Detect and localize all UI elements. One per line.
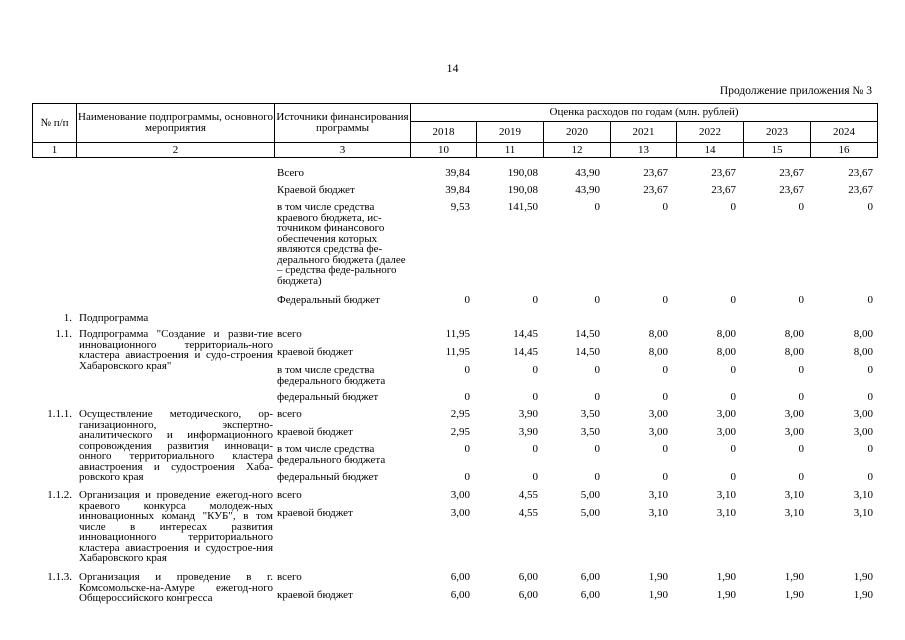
row-value: 0 — [464, 391, 470, 403]
row-source: в том числе средства федерального бюджета — [277, 364, 386, 387]
row-value: 0 — [464, 294, 470, 306]
header-estimate: Оценка расходов по годам (млн. рублей) — [411, 104, 878, 122]
row-source: всего — [277, 408, 302, 420]
row-value: 5,00 — [580, 507, 600, 519]
row-value: 8,00 — [784, 346, 804, 358]
row-value: 1,90 — [784, 571, 804, 583]
row-value: 11,95 — [445, 346, 470, 358]
row-value: 0 — [464, 471, 470, 483]
row-value: 3,10 — [784, 489, 804, 501]
row-value: 43,90 — [575, 184, 600, 196]
col-number: 14 — [677, 143, 744, 158]
row-value: 0 — [532, 391, 538, 403]
row-value: 23,67 — [779, 184, 804, 196]
header-year: 2024 — [811, 122, 878, 143]
col-number: 2 — [77, 143, 275, 158]
row-source: всего — [277, 489, 302, 501]
header-sources: Источники финансирования программы — [275, 104, 411, 143]
row-value: 0 — [662, 201, 668, 213]
row-value: 0 — [867, 364, 873, 376]
row-value: 3,10 — [853, 507, 873, 519]
row-value: 8,00 — [716, 346, 736, 358]
row-value: 0 — [532, 471, 538, 483]
page-number: 14 — [446, 61, 459, 75]
header-no: № п/п — [33, 104, 77, 143]
row-value: 141,50 — [507, 201, 538, 213]
row-value: 0 — [662, 443, 668, 455]
row-value: 6,00 — [580, 589, 600, 601]
row-value: 3,00 — [648, 426, 668, 438]
row-value: 1,90 — [716, 589, 736, 601]
col-number: 16 — [811, 143, 878, 158]
row-name: Организация и проведение в г. Комсомольске-на-Амуре ежегод-ного Общероссийского конгресса — [79, 571, 273, 604]
continuation-label: Продолжение приложения № 3 — [719, 85, 872, 97]
row-value: 1,90 — [648, 571, 668, 583]
row-value: 3,90 — [518, 408, 538, 420]
row-source: федеральный бюджет — [277, 471, 379, 483]
col-number: 3 — [275, 143, 411, 158]
row-value: 23,67 — [711, 167, 736, 179]
row-value: 0 — [662, 294, 668, 306]
row-value: 14,50 — [575, 346, 600, 358]
row-value: 39,84 — [445, 167, 470, 179]
header-year: 2023 — [744, 122, 811, 143]
row-source: Федеральный бюджет — [277, 294, 380, 306]
row-value: 0 — [798, 443, 804, 455]
row-value: 3,00 — [450, 507, 470, 519]
row-value: 3,10 — [648, 489, 668, 501]
row-value: 0 — [594, 391, 600, 403]
row-value: 23,67 — [643, 167, 668, 179]
row-value: 0 — [798, 364, 804, 376]
row-value: 0 — [867, 471, 873, 483]
row-value: 190,08 — [507, 184, 538, 196]
row-value: 0 — [867, 391, 873, 403]
row-source: в том числе средства краевого бюджета, ис-точником финансового обеспечения которых являются средства фе-дерального бюджета (далее – средства феде-рального бюджета) — [277, 201, 406, 287]
row-value: 3,50 — [580, 408, 600, 420]
row-value: 3,10 — [648, 507, 668, 519]
row-value: 8,00 — [716, 328, 736, 340]
row-value: 0 — [594, 201, 600, 213]
row-value: 1,90 — [784, 589, 804, 601]
row-value: 2,95 — [450, 408, 470, 420]
header-name: Наименование подпрограммы, основного мероприятия — [77, 104, 275, 143]
row-number: 1.1.3. — [47, 571, 72, 583]
header-year: 2022 — [677, 122, 744, 143]
row-value: 0 — [798, 294, 804, 306]
row-value: 190,08 — [507, 167, 538, 179]
row-source: Всего — [277, 167, 304, 179]
row-source: краевой бюджет — [277, 426, 353, 438]
header-year: 2019 — [477, 122, 544, 143]
row-value: 8,00 — [784, 328, 804, 340]
row-value: 14,45 — [513, 346, 538, 358]
row-value: 4,55 — [518, 507, 538, 519]
row-source: краевой бюджет — [277, 507, 353, 519]
row-value: 0 — [464, 364, 470, 376]
row-value: 1,90 — [648, 589, 668, 601]
row-value: 8,00 — [853, 328, 873, 340]
row-value: 43,90 — [575, 167, 600, 179]
row-value: 0 — [798, 391, 804, 403]
row-name: Организация и проведение ежегод-ного краевого конкурса молодеж-ных инновационных команд "КУБ", в том числе в интересах развития инновационного территориального кластера авиастроения и судострое-ния Хабаровского края — [79, 489, 273, 564]
col-number: 10 — [411, 143, 477, 158]
row-value: 4,55 — [518, 489, 538, 501]
row-value: 0 — [532, 364, 538, 376]
row-value: 0 — [798, 471, 804, 483]
row-value: 3,00 — [853, 426, 873, 438]
row-number: 1. — [63, 312, 72, 324]
row-value: 0 — [594, 471, 600, 483]
row-value: 3,00 — [853, 408, 873, 420]
row-value: 3,90 — [518, 426, 538, 438]
row-value: 3,10 — [716, 507, 736, 519]
row-value: 8,00 — [648, 328, 668, 340]
row-value: 0 — [662, 364, 668, 376]
row-value: 8,00 — [648, 346, 668, 358]
row-name: Подпрограмма — [79, 312, 149, 324]
row-value: 6,00 — [450, 589, 470, 601]
row-value: 0 — [730, 364, 736, 376]
row-source: краевой бюджет — [277, 346, 353, 358]
row-value: 3,00 — [450, 489, 470, 501]
row-value: 0 — [464, 443, 470, 455]
col-number: 12 — [544, 143, 611, 158]
row-value: 23,67 — [711, 184, 736, 196]
row-value: 11,95 — [445, 328, 470, 340]
row-value: 23,67 — [848, 184, 873, 196]
row-value: 0 — [867, 201, 873, 213]
row-value: 0 — [867, 294, 873, 306]
row-value: 5,00 — [580, 489, 600, 501]
row-number: 1.1.2. — [47, 489, 72, 501]
row-value: 6,00 — [580, 571, 600, 583]
row-value: 2,95 — [450, 426, 470, 438]
row-name: Подпрограмма "Создание и разви-тие инновационного территориаль-ного кластера авиастроения и судо-строения Хабаровского края" — [79, 328, 273, 372]
col-number: 1 — [33, 143, 77, 158]
header-year: 2021 — [611, 122, 677, 143]
row-value: 23,67 — [848, 167, 873, 179]
row-value: 6,00 — [518, 571, 538, 583]
row-value: 3,00 — [648, 408, 668, 420]
header-year: 2020 — [544, 122, 611, 143]
row-value: 14,45 — [513, 328, 538, 340]
row-value: 3,10 — [853, 489, 873, 501]
row-value: 6,00 — [518, 589, 538, 601]
row-value: 3,00 — [716, 408, 736, 420]
row-value: 6,00 — [450, 571, 470, 583]
row-value: 0 — [730, 294, 736, 306]
row-value: 39,84 — [445, 184, 470, 196]
row-value: 1,90 — [853, 589, 873, 601]
row-source: федеральный бюджет — [277, 391, 379, 403]
row-value: 0 — [594, 443, 600, 455]
row-source: всего — [277, 328, 302, 340]
row-value: 0 — [594, 294, 600, 306]
row-source: всего — [277, 571, 302, 583]
row-value: 23,67 — [779, 167, 804, 179]
row-source: Краевой бюджет — [277, 184, 355, 196]
row-value: 1,90 — [853, 571, 873, 583]
col-number: 13 — [611, 143, 677, 158]
row-value: 0 — [532, 443, 538, 455]
row-value: 3,00 — [784, 408, 804, 420]
header-year: 2018 — [411, 122, 477, 143]
row-number: 1.1. — [55, 328, 72, 340]
row-value: 0 — [730, 443, 736, 455]
row-value: 0 — [798, 201, 804, 213]
row-value: 3,00 — [784, 426, 804, 438]
row-source: краевой бюджет — [277, 589, 353, 601]
row-value: 0 — [532, 294, 538, 306]
row-value: 3,10 — [716, 489, 736, 501]
row-value: 3,00 — [716, 426, 736, 438]
row-value: 23,67 — [643, 184, 668, 196]
row-value: 8,00 — [853, 346, 873, 358]
row-value: 3,50 — [580, 426, 600, 438]
row-number: 1.1.1. — [47, 408, 72, 420]
col-number: 15 — [744, 143, 811, 158]
row-value: 0 — [594, 364, 600, 376]
row-value: 3,10 — [784, 507, 804, 519]
row-value: 0 — [730, 201, 736, 213]
row-source: в том числе средства федерального бюджета — [277, 443, 386, 466]
col-number: 11 — [477, 143, 544, 158]
row-value: 0 — [730, 391, 736, 403]
row-value: 0 — [662, 471, 668, 483]
row-value: 1,90 — [716, 571, 736, 583]
row-value: 0 — [662, 391, 668, 403]
row-value: 9,53 — [450, 201, 470, 213]
row-value: 0 — [867, 443, 873, 455]
row-value: 14,50 — [575, 328, 600, 340]
row-name: Осуществление методического, ор-ганизационного, экспертно-аналитического и информационного сопровождения развития инноваци-онного территориального кластера авиастроения и судостроения Хаба-ровского края — [79, 408, 273, 483]
row-value: 0 — [730, 471, 736, 483]
